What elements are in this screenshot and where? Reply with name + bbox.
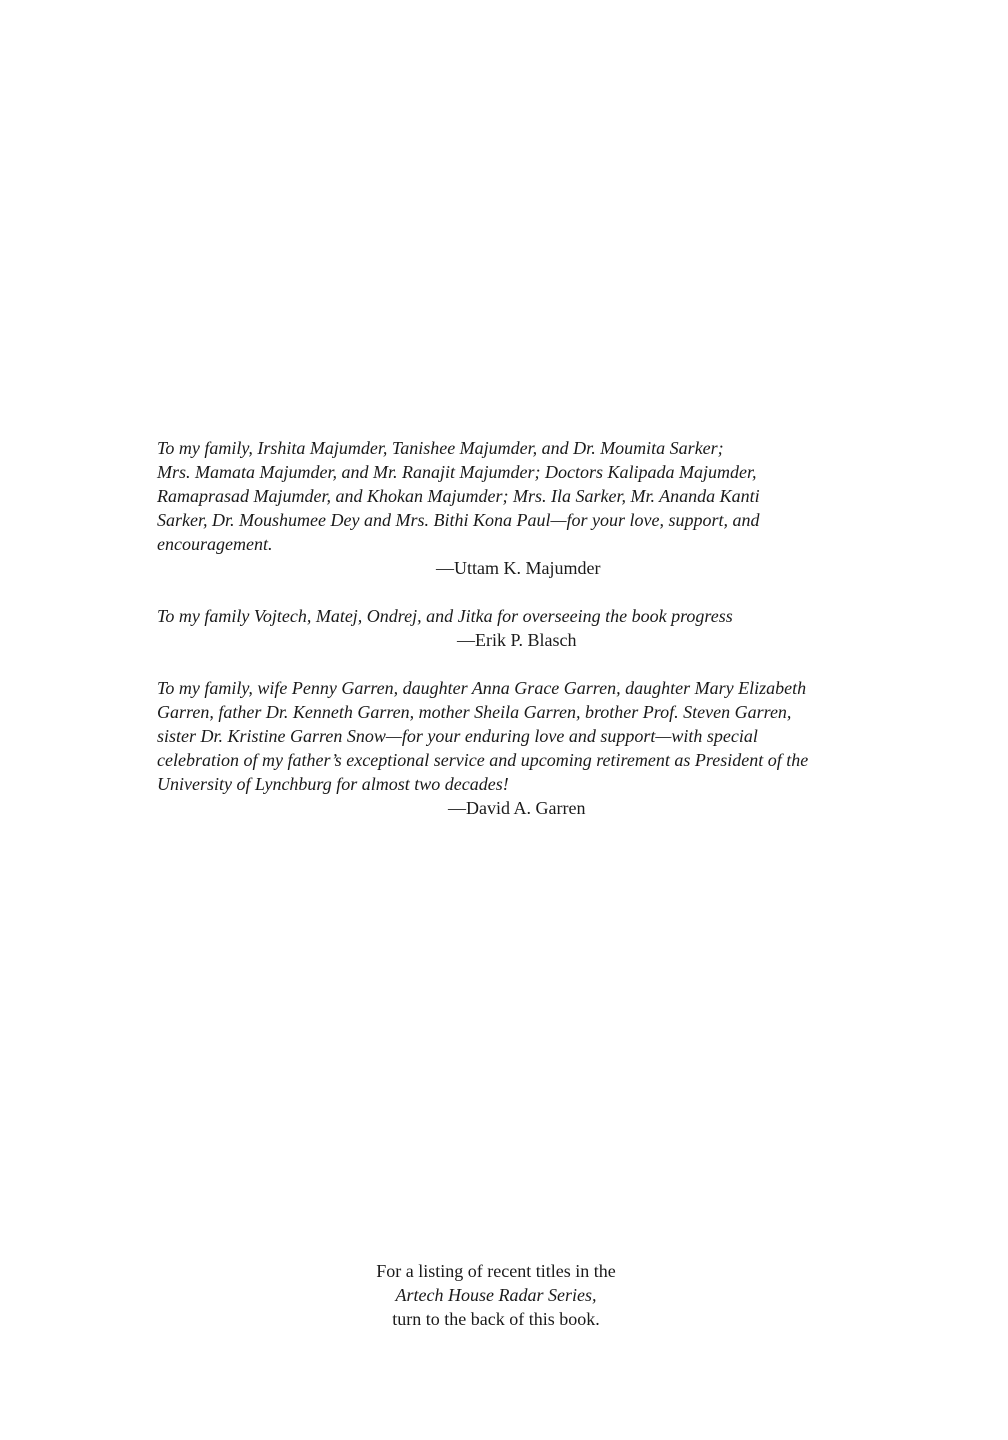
dedication-blasch (157, 604, 901, 652)
dedications (157, 436, 901, 820)
dedication-line: Garren, father Dr. Kenneth Garren, mother Sheila Garren, brother Prof. Steven Garren, (157, 702, 792, 722)
dedication-text (157, 436, 901, 556)
dedication-line: celebration of my father’s exceptional service and upcoming retirement as President of the (157, 750, 809, 770)
dedication-line: Sarker, Dr. Moushumee Dey and Mrs. Bithi Kona Paul—for your love, support, and (157, 510, 760, 530)
dedication-line: Ramaprasad Majumder, and Khokan Majumder; Mrs. Ila Sarker, Mr. Ananda Kanti (157, 486, 760, 506)
dedication-line: To my family Vojtech, Matej, Ondrej, and Jitka for overseeing the book progress (157, 606, 733, 626)
dedication-garren (157, 676, 901, 820)
signature-blasch: —Erik P. Blasch (457, 630, 577, 650)
dedication-text (157, 604, 901, 628)
signature-garren: —David A. Garren (448, 798, 586, 818)
dedication-text (157, 676, 901, 796)
series-title: Artech House Radar Series, (395, 1285, 597, 1305)
series-note-line: For a listing of recent titles in the (376, 1261, 616, 1281)
signature-majumder: —Uttam K. Majumder (436, 558, 601, 578)
series-listing-note (300, 1259, 692, 1331)
dedication-line: To my family, Irshita Majumder, Tanishee Majumder, and Dr. Moumita Sarker; (157, 438, 724, 458)
dedication-line: encouragement. (157, 534, 273, 554)
dedication-line: Mrs. Mamata Majumder, and Mr. Ranajit Majumder; Doctors Kalipada Majumder, (157, 462, 757, 482)
dedication-majumder (157, 436, 901, 580)
dedication-line: University of Lynchburg for almost two decades! (157, 774, 509, 794)
dedication-line: sister Dr. Kristine Garren Snow—for your enduring love and support—with special (157, 726, 758, 746)
dedication-line: To my family, wife Penny Garren, daughter Anna Grace Garren, daughter Mary Elizabeth (157, 678, 807, 698)
series-note-line: turn to the back of this book. (392, 1309, 600, 1329)
